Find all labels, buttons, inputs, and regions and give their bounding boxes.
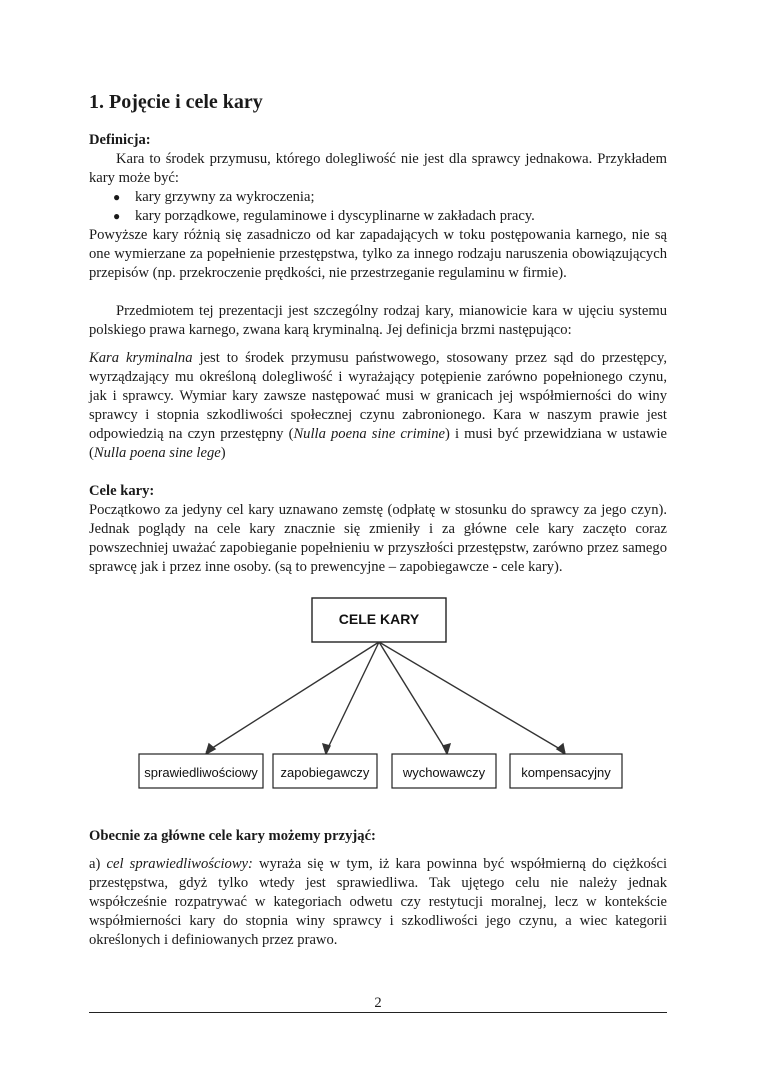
list-item-text: kary porządkowe, regulaminowe i dyscyplinarne w zakładach pracy.	[135, 208, 535, 224]
goal-text: wyraża się w tym, iż kara powinna być współmierną do ciężkości przestępstwa, gdyż tylko wtedy jest sprawiedliwa. Tak ujętego celu nie należy jednak współcześnie rozpatrywać w kategoriach odwetu czy restytucji moralnej, lecz w kontekście współmierności kary do stopnia winy sprawcy i szkodliwości jego czynu, a wiec kategorii określonych i definiowanych przez prawo.	[89, 856, 667, 948]
diagram-child-1: sprawiedliwościowy	[144, 765, 258, 780]
page-title: 1. Pojęcie i cele kary	[89, 91, 263, 113]
goal-term: cel sprawiedliwościowy:	[106, 856, 253, 872]
subject-paragraph: Przedmiotem tej prezentacji jest szczególny rodzaj kary, mianowicie kara w ujęciu systemu polskiego prawa karnego, zwana karą kryminalną. Jej definicja brzmi następująco:	[89, 303, 667, 338]
diagram-root-label: CELE KARY	[338, 611, 420, 627]
criminal-text-3: )	[220, 445, 226, 461]
definition-list	[89, 188, 667, 226]
list-item-text: kary grzywny za wykroczenia;	[135, 189, 315, 205]
criminal-term: Kara kryminalna	[89, 350, 193, 366]
current-goals-heading: Obecnie za główne cele kary możemy przyjąć:	[89, 828, 376, 844]
bullet-icon: ●	[113, 190, 121, 204]
current-goal-a	[89, 855, 667, 950]
definition-after: Powyższe kary różnią się zasadniczo od kar zapadających w toku postępowania karnego, nie są one wymierzane za popełnienie przestępstwa, tylko za innego rodzaju naruszenia obowiązujących przepisów (np. przekroczenie prędkości, nie przestrzeganie regulaminu w firmie).	[89, 227, 667, 281]
criminal-definition	[89, 349, 667, 463]
page-number: 2	[374, 995, 382, 1011]
diagram-child-2: zapobiegawczy	[280, 765, 370, 780]
latin-phrase-2: Nulla poena sine lege	[93, 445, 221, 461]
criminal-text-1: jest to środek przymusu państwowego, stosowany przez sąd do przestępcy, wyrządzający mu określoną dolegliwość i wyrażający potępienie zarówno popełnionego czynu, jak i sprawcy. Wymiar kary zawsze następować musi w granicach jej współmierności do winy sprawcy i stopnia szkodliwości społecznej czynu zabronionego. Kara w naszym prawie jest odpowiedzią na czyn przestępny (	[89, 350, 667, 442]
definition-heading: Definicja:	[89, 132, 151, 148]
goals-paragraph: Początkowo za jedyny cel kary uznawano zemstę (odpłatę w stosunku do sprawcy za jego czyn). Jednak poglądy na cele kary znacznie się zmieniły i za główne cele kary zaczęto coraz powszechniej uważać zapobieganie popełnieniu w przyszłości przestępstw, zarówno przez samego sprawcę jak i przez inne osoby. (są to prewencyjne – zapobiegawcze - cele kary).	[89, 502, 667, 575]
latin-phrase-1: Nulla poena sine crimine	[293, 426, 446, 442]
bullet-icon: ●	[113, 209, 121, 223]
footer-divider	[89, 1012, 667, 1013]
definition-intro: Kara to środek przymusu, którego dolegliwość nie jest dla sprawcy jednakowa. Przykładem kary może być:	[89, 151, 667, 186]
goals-diagram	[89, 593, 667, 808]
criminal-text-2: ) i musi być przewidziana w ustawie (	[89, 426, 668, 461]
page-content	[89, 89, 667, 950]
diagram-child-3: wychowawczy	[402, 765, 486, 780]
goals-heading: Cele kary:	[89, 483, 155, 499]
list-item	[89, 188, 667, 207]
list-item	[89, 207, 667, 226]
diagram-child-4: kompensacyjny	[521, 765, 611, 780]
goal-prefix: a)	[89, 856, 107, 872]
